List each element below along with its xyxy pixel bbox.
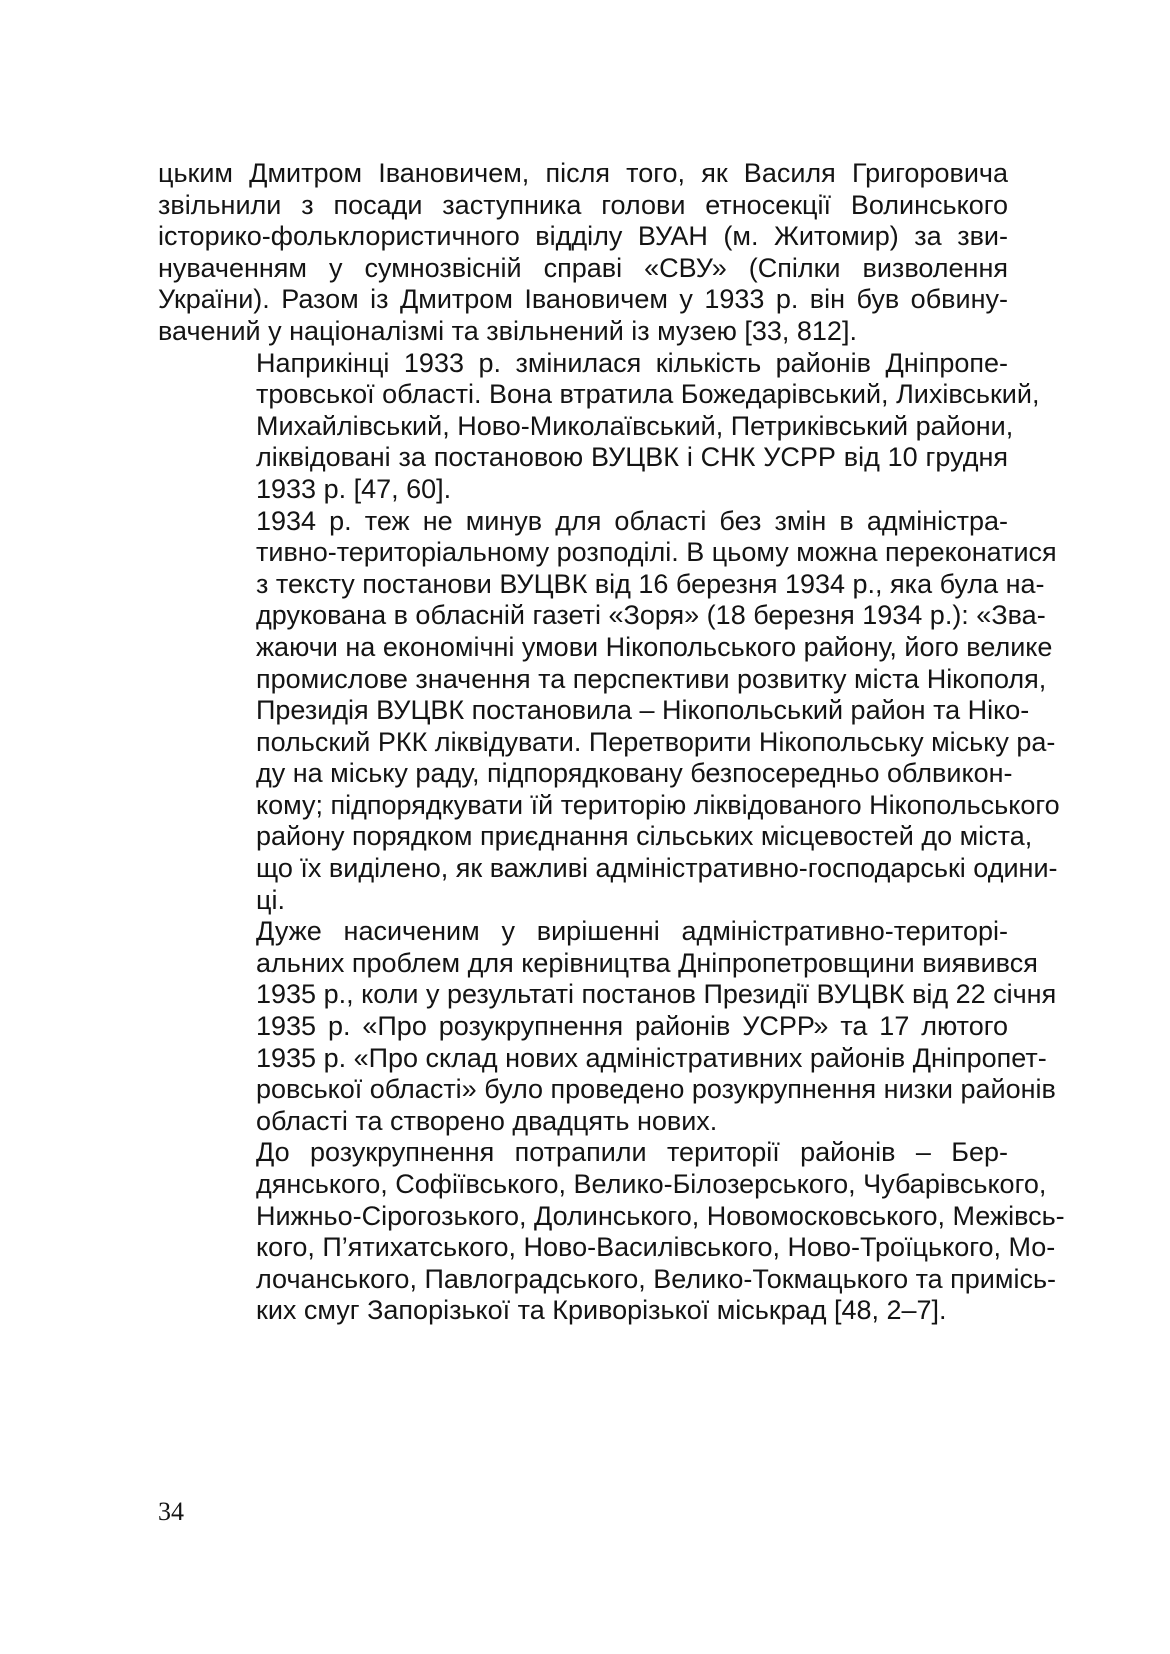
paragraph	[158, 347, 1040, 506]
paragraph	[158, 505, 1060, 917]
text-line: тровської області. Вона втратила Божедарівський, Лихівський,	[256, 379, 1040, 410]
text-line: 1933 р. [47, 60].	[256, 473, 452, 504]
text-line: вачений у націоналізмі та звільнений із музею [33, 812].	[158, 315, 857, 346]
text-line: Дуже насиченим у вирішенні адміністративно-територі-	[256, 916, 1008, 947]
text-line: цьким Дмитром Івановичем, після того, як Василя Григоровича	[158, 158, 1008, 188]
text-line: До розукрупнення потрапили території районів – Бер-	[256, 1137, 1008, 1168]
text-line: Нижньо-Сірогозького, Долинського, Новомосковського, Межівсь-	[256, 1200, 1065, 1231]
text-line: польский РКК ліквідувати. Перетворити Нікопольську міську ра-	[256, 726, 1056, 757]
text-line: нуваченням у сумнозвісній справі «СВУ» (Спілки визволення	[158, 252, 1008, 283]
text-line: Президія ВУЦВК постановила – Нікопольський район та Ніко-	[256, 695, 1030, 726]
text-line: ду на міську раду, підпорядковану безпосередньо облвикон-	[256, 758, 1013, 789]
text-line: друкована в обласній газеті «Зоря» (18 березня 1934 р.): «Зва-	[256, 600, 1046, 631]
text-line: кому; підпорядкувати їй територію ліквідованого Нікопольського	[256, 789, 1060, 820]
text-line: України). Разом із Дмитром Івановичем у 1933 р. він був обвину-	[158, 284, 1008, 315]
text-line: ці.	[256, 884, 285, 915]
text-line: кого, П’ятихатського, Ново-Василівського, Ново-Троїцького, Мо-	[256, 1232, 1056, 1263]
text-line: 1935 р. «Про розукрупнення районів УСРР» та 17 лютого	[256, 1011, 1008, 1042]
text-line: ких смуг Запорізької та Криворізької міськрад [48, 2–7].	[256, 1295, 947, 1326]
text-line: звільнили з посади заступника голови етносекції Волинського	[158, 189, 1008, 220]
text-line: 1934 р. теж не минув для області без змін в адміністра-	[256, 505, 1008, 536]
text-line: що їх виділено, як важливі адміністративно-господарські одини-	[256, 853, 1058, 884]
page-number: 34	[158, 1497, 184, 1526]
text-line: з тексту постанови ВУЦВК від 16 березня 1934 р., яка була на-	[256, 568, 1045, 599]
text-line: історико-фольклористичного відділу ВУАН (м. Житомир) за зви-	[158, 221, 1008, 252]
text-line: тивно-територіальному розподілі. В цьому можна переконатися	[256, 537, 1057, 568]
text-line: Михайлівський, Ново-Миколаївський, Петриківський райони,	[256, 410, 1014, 441]
text-line: альних проблем для керівництва Дніпропетровщини виявився	[256, 947, 1038, 978]
text-line: ровської області» було проведено розукрупнення низки районів	[256, 1074, 1056, 1105]
text-line: 1935 р., коли у результаті постанов Президії ВУЦВК від 22 січня	[256, 979, 1057, 1010]
text-line: району порядком приєднання сільських місцевостей до міста,	[256, 821, 1033, 852]
text-line: області та створено двадцять нових.	[256, 1105, 718, 1136]
text-line: ліквідовані за постановою ВУЦВК і СНК УСРР від 10 грудня	[256, 442, 1008, 473]
paragraph	[158, 1137, 1065, 1327]
text-line: дянського, Софіївського, Велико-Білозерського, Чубарівського,	[256, 1169, 1047, 1199]
paragraph	[158, 916, 1057, 1137]
body-text	[158, 158, 1065, 1327]
text-line: жаючи на економічні умови Нікопольського району, його велике	[256, 631, 1053, 662]
text-line: 1935 р. «Про склад нових адміністративних районів Дніпропет-	[256, 1042, 1047, 1073]
paragraph	[158, 158, 1008, 348]
text-line: лочанського, Павлоградського, Велико-Токмацького та примісь-	[256, 1263, 1057, 1294]
text-line: промислове значення та перспективи розвитку міста Нікополя,	[256, 663, 1047, 694]
text-line: Наприкінці 1933 р. змінилася кількість районів Дніпропе-	[256, 347, 1008, 378]
